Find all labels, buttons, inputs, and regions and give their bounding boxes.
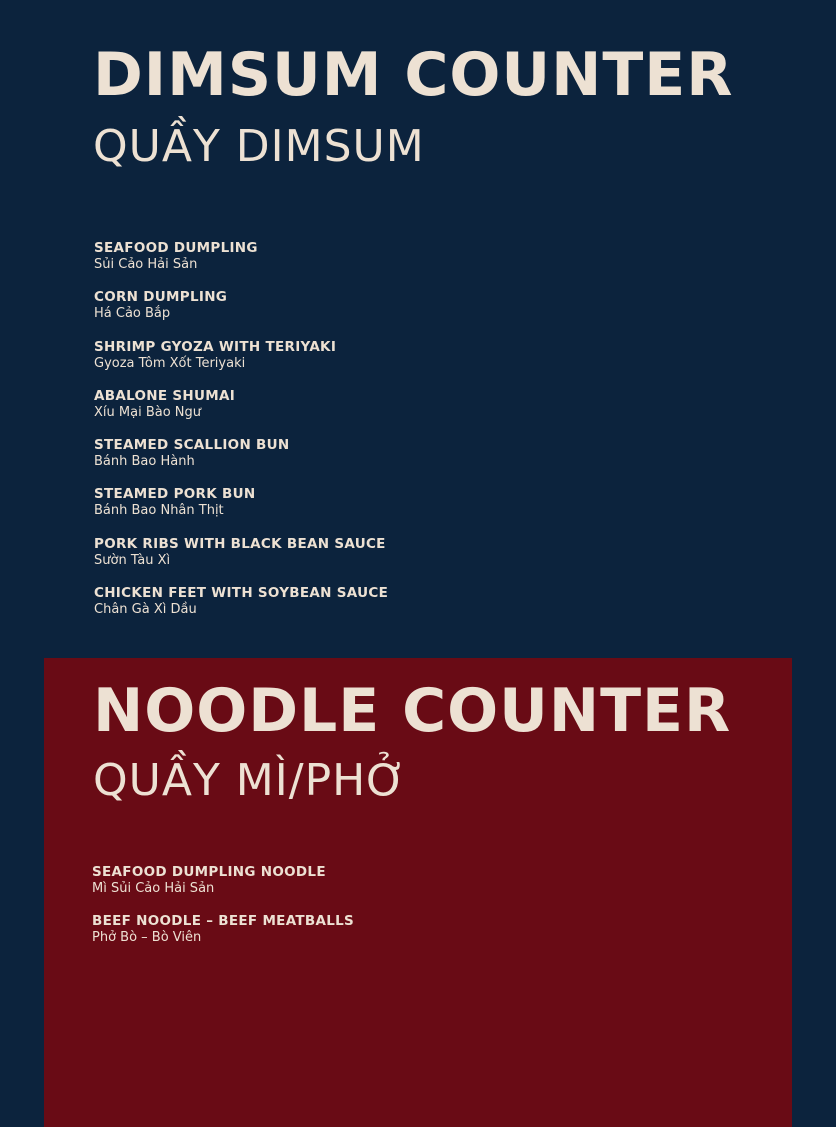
item-english-name: CORN DUMPLING xyxy=(94,289,228,306)
item-vietnamese-name: Bánh Bao Nhân Thịt xyxy=(94,503,224,519)
menu-item-pork-ribs xyxy=(94,536,388,585)
dimsum-menu-list xyxy=(94,240,388,634)
item-vietnamese-name: Bánh Bao Hành xyxy=(94,454,195,470)
item-english-name: SEAFOOD DUMPLING NOODLE xyxy=(92,864,326,880)
menu-item-seafood-dumpling xyxy=(94,240,388,289)
menu-item-seafood-dumpling-noodle xyxy=(92,864,354,913)
menu-item-shrimp-gyoza xyxy=(94,339,388,388)
item-english-name: SHRIMP GYOZA WITH TERIYAKI xyxy=(94,338,337,355)
menu-item-steamed-pork-bun xyxy=(94,486,388,535)
dimsum-title: DIMSUM COUNTER xyxy=(93,40,734,110)
noodle-menu-list xyxy=(92,864,354,963)
item-vietnamese-name: Há Cảo Bắp xyxy=(94,306,171,322)
menu-item-chicken-feet xyxy=(94,585,388,634)
menu-item-abalone-shumai xyxy=(94,388,388,437)
item-vietnamese-name: Phở Bò – Bò Viên xyxy=(92,930,202,946)
menu-item-beef-noodle xyxy=(92,913,354,962)
noodle-subtitle: QUẦY MÌ/PHỞ xyxy=(93,755,408,806)
dimsum-subtitle: QUẦY DIMSUM xyxy=(93,121,425,172)
menu-item-steamed-scallion-bun xyxy=(94,437,388,486)
item-english-name: PORK RIBS WITH BLACK BEAN SAUCE xyxy=(94,535,386,552)
item-english-name: STEAMED PORK BUN xyxy=(94,486,256,503)
item-english-name: CHICKEN FEET WITH SOYBEAN SAUCE xyxy=(94,585,389,602)
item-vietnamese-name: Sủi Cảo Hải Sản xyxy=(94,257,198,272)
item-english-name: BEEF NOODLE – BEEF MEATBALLS xyxy=(92,913,355,930)
item-english-name: STEAMED SCALLION BUN xyxy=(94,437,290,454)
item-vietnamese-name: Xíu Mại Bào Ngư xyxy=(94,404,202,420)
item-vietnamese-name: Chân Gà Xì Dầu xyxy=(94,602,197,618)
noodle-section xyxy=(44,658,792,1127)
item-english-name: SEAFOOD DUMPLING xyxy=(94,240,258,256)
item-vietnamese-name: Sườn Tàu Xì xyxy=(94,552,171,568)
noodle-title: NOODLE COUNTER xyxy=(93,676,732,746)
item-english-name: ABALONE SHUMAI xyxy=(94,387,236,404)
item-vietnamese-name: Mì Sủi Cảo Hải Sản xyxy=(92,881,215,896)
item-vietnamese-name: Gyoza Tôm Xốt Teriyaki xyxy=(94,355,246,371)
menu-item-corn-dumpling xyxy=(94,289,388,338)
